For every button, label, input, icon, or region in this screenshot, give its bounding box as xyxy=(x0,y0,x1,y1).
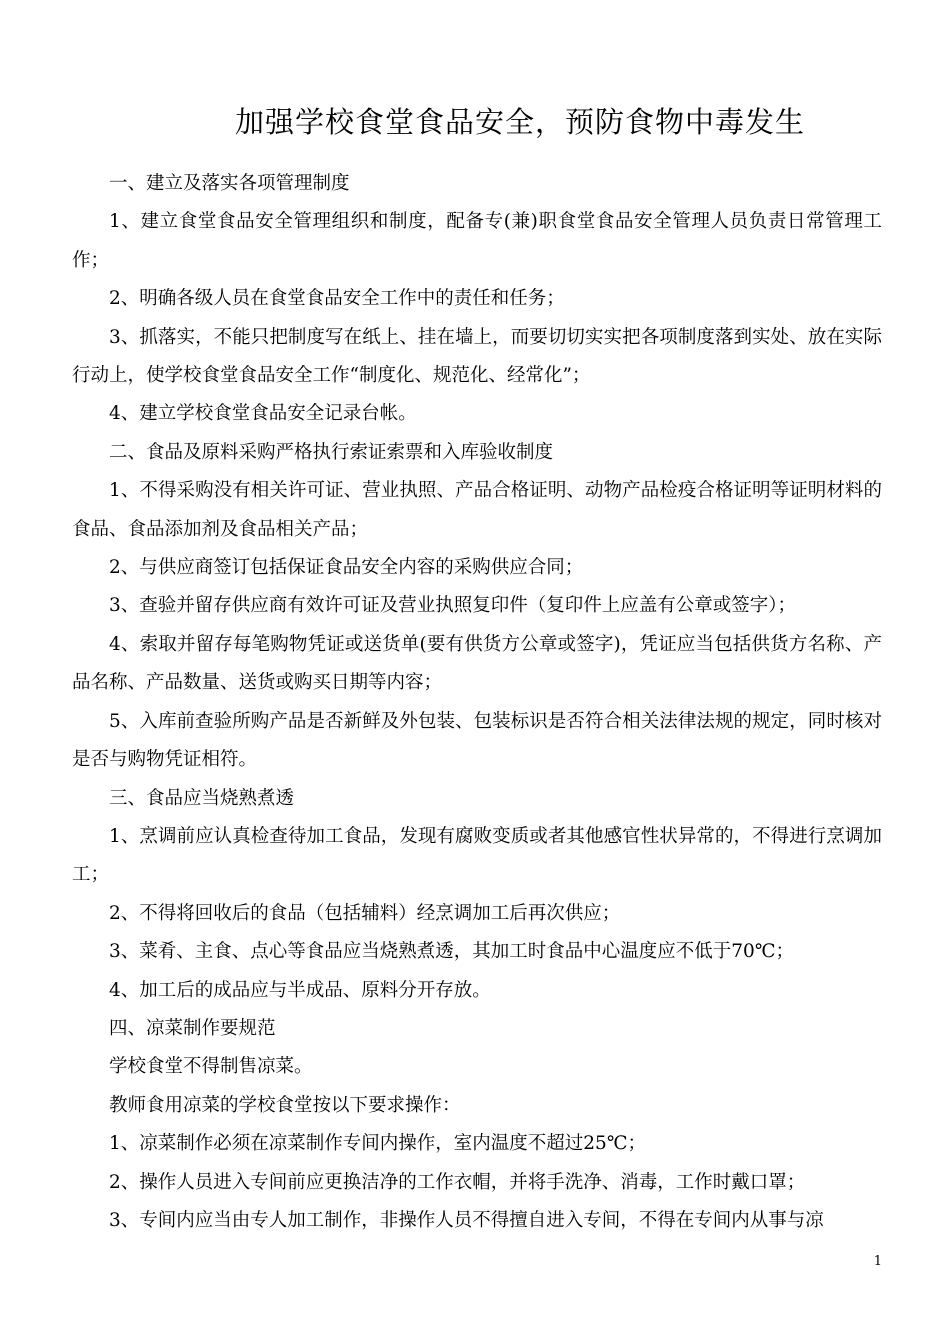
paragraph: 教师食用凉菜的学校食堂按以下要求操作： xyxy=(109,1094,461,1116)
section-heading-4: 四、凉菜制作要规范 xyxy=(109,1017,276,1039)
paragraph: 3、菜肴、主食、点心等食品应当烧熟煮透，其加工时食品中心温度应不低于70℃； xyxy=(109,941,795,963)
document-body xyxy=(72,165,882,1240)
paragraph: 5、入库前查验所购产品是否新鲜及外包装、包装标识是否符合相关法律法规的规定，同时核对是否与购物凭证相符。 xyxy=(72,710,882,771)
paragraph: 1、烹调前应认真检查待加工食品，发现有腐败变质或者其他感官性状异常的，不得进行烹调加工； xyxy=(72,825,882,886)
paragraph: 3、查验并留存供应商有效许可证及营业执照复印件（复印件上应盖有公章或签字）； xyxy=(109,595,797,617)
paragraph: 3、抓落实，不能只把制度写在纸上、挂在墙上，而要切切实实把各项制度落到实处、放在实际行动上，使学校食堂食品安全工作“制度化、规范化、经常化”； xyxy=(72,326,882,387)
paragraph: 4、加工后的成品应与半成品、原料分开存放。 xyxy=(109,979,491,1001)
paragraph: 学校食堂不得制售凉菜。 xyxy=(109,1056,313,1078)
section-heading-1: 一、建立及落实各项管理制度 xyxy=(109,173,350,194)
page-number: 1 xyxy=(873,1254,882,1269)
section-heading-3: 三、食品应当烧熟煮透 xyxy=(109,787,295,809)
paragraph: 2、明确各级人员在食堂食品安全工作中的责任和任务； xyxy=(109,288,565,310)
document-title: 加强学校食堂食品安全，预防食物中毒发生 xyxy=(234,105,805,139)
paragraph: 2、操作人员进入专间前应更换洁净的工作衣帽，并将手洗净、消毒，工作时戴口罩； xyxy=(109,1171,806,1193)
paragraph: 1、凉菜制作必须在凉菜制作专间内操作，室内温度不超过25℃； xyxy=(109,1133,647,1155)
paragraph: 2、不得将回收后的食品（包括辅料）经烹调加工后再次供应； xyxy=(109,902,621,924)
section-heading-2: 二、食品及原料采购严格执行索证索票和入库验收制度 xyxy=(109,441,554,463)
paragraph: 4、索取并留存每笔购物凭证或送货单(要有供货方公章或签字)，凭证应当包括供货方名称、产品名称、产品数量、送货或购买日期等内容； xyxy=(72,633,882,694)
paragraph: 2、与供应商签订包括保证食品安全内容的采购供应合同； xyxy=(109,557,584,579)
paragraph: 4、建立学校食堂食品安全记录台帐。 xyxy=(109,403,417,425)
paragraph: 1、建立食堂食品安全管理组织和制度，配备专(兼)职食堂食品安全管理人员负责日常管理工作； xyxy=(72,211,882,271)
paragraph: 3、专间内应当由专人加工制作，非操作人员不得擅自进入专间，不得在专间内从事与凉 xyxy=(109,1209,824,1231)
paragraph: 1、不得采购没有相关许可证、营业执照、产品合格证明、动物产品检疫合格证明等证明材料的食品、食品添加剂及食品相关产品； xyxy=(72,480,882,540)
